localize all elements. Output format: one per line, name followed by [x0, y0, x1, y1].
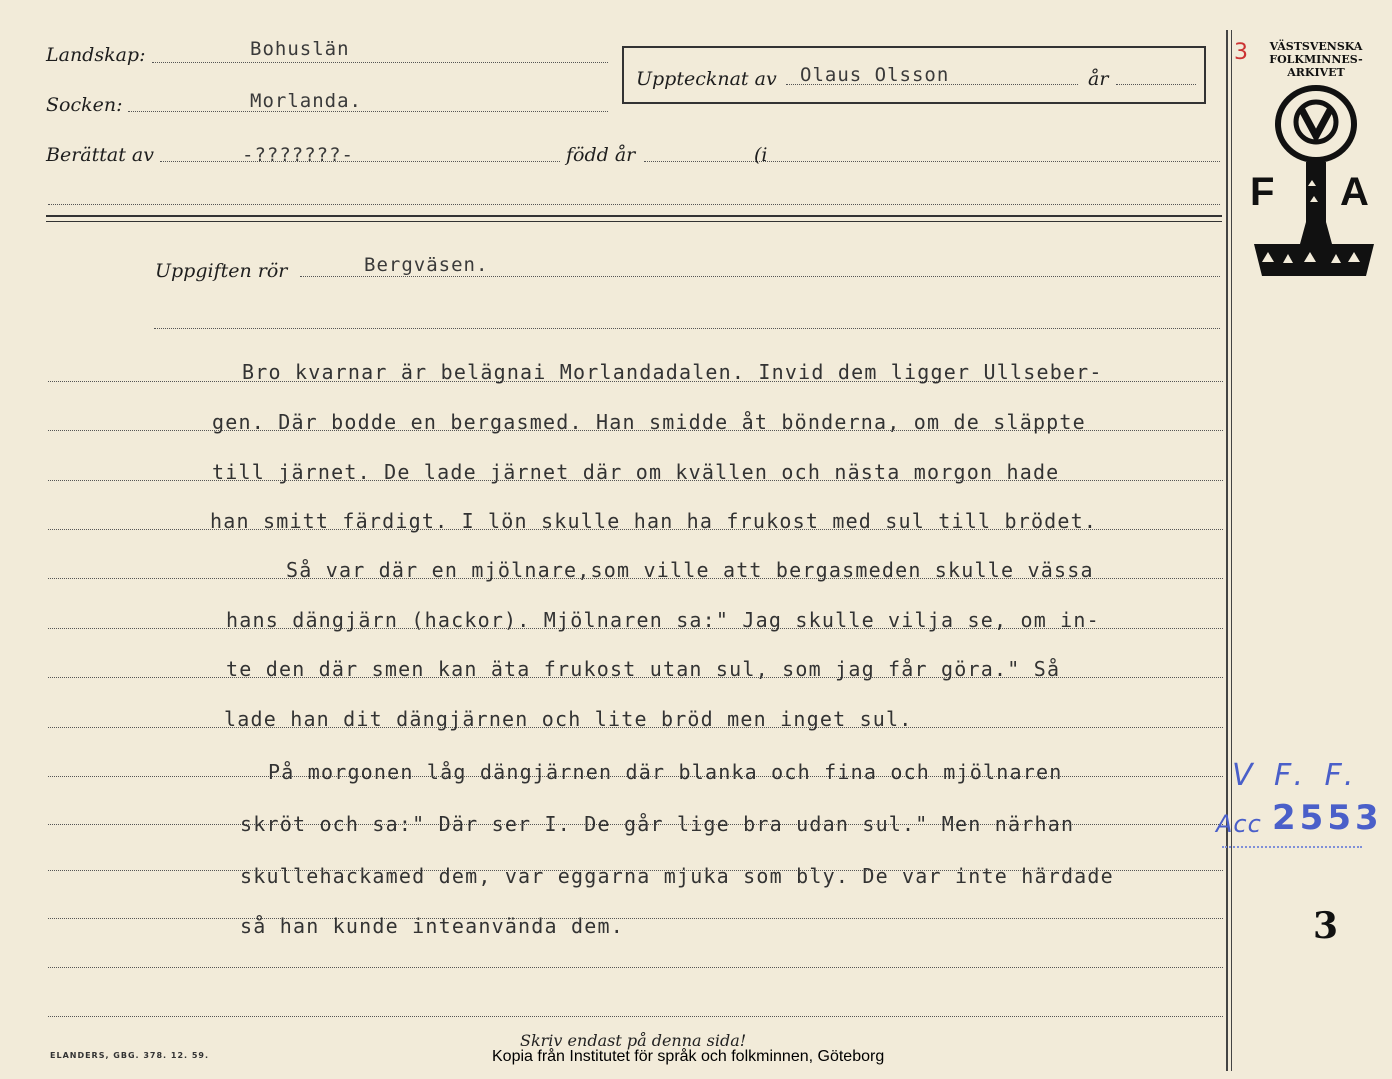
text-line: gen. Där bodde en bergasmed. Han smidde åt bönderna, om de släppte [212, 410, 1086, 434]
upptecknat-value: Olaus Olsson [800, 64, 950, 86]
logo-letter-a: A [1340, 170, 1369, 214]
upptecknat-label: Upptecknat av [636, 68, 777, 90]
stamp-underline [1222, 846, 1362, 848]
berattat-line [160, 161, 560, 162]
archive-name-line3: ARKIVET [1287, 66, 1345, 79]
archive-name-line1: VÄSTSVENSKA [1269, 40, 1363, 53]
header-rule-top [46, 215, 1222, 217]
ruled-line [48, 918, 1223, 919]
landskap-value: Bohuslän [250, 38, 350, 60]
uppgiften-line-2 [154, 328, 1220, 329]
stamp-acc-number: 2553 [1272, 798, 1383, 838]
header-blank-line [48, 204, 1220, 205]
stamp-line1: V F. F. [1232, 758, 1360, 793]
socken-value: Morlanda. [250, 90, 362, 112]
text-line: Så var där en mjölnare,som ville att bergasmeden skulle vässa [286, 558, 1094, 582]
socken-line [128, 111, 608, 112]
text-line: På morgonen låg dängjärnen där blanka och fina och mjölnaren [268, 760, 1063, 784]
text-line: te den där smen kan äta frukost utan sul, som jag får göra." Så [226, 657, 1061, 681]
fodd-value: (i [754, 144, 768, 166]
margin-line-1 [1226, 30, 1228, 1071]
text-line: hans dängjärn (hackor). Mjölnaren sa:" Jag skulle vilja se, om in- [226, 608, 1100, 632]
archive-name-line2: FOLKMINNES- [1269, 53, 1363, 66]
stamp-acc-prefix: Acc [1216, 810, 1262, 838]
text-line: han smitt färdigt. I lön skulle han ha frukost med sul till brödet. [210, 509, 1098, 533]
ruled-line [48, 1016, 1223, 1017]
copy-notice: Kopia från Institutet för språk och folkminnen, Göteborg [492, 1048, 885, 1065]
landskap-label: Landskap: [46, 44, 146, 66]
header-rule-bottom [46, 221, 1222, 222]
text-line: lade han dit dängjärnen och lite bröd men inget sul. [224, 707, 913, 731]
uppgiften-line [300, 276, 1220, 277]
page-number: 3 [1313, 905, 1339, 947]
berattat-value: -???????- [242, 144, 354, 166]
archive-name [1262, 40, 1370, 79]
archive-number: 3 [1234, 40, 1248, 65]
ar-line [1116, 84, 1196, 85]
fodd-label: född år [566, 144, 636, 166]
fodd-line [644, 161, 1220, 162]
landskap-line [152, 62, 608, 63]
socken-label: Socken: [46, 94, 123, 116]
logo-letter-f: F [1250, 170, 1275, 214]
printer-imprint: ELANDERS, GBG. 378. 12. 59. [50, 1051, 210, 1060]
footer-instruction: Skriv endast på denna sida! [520, 1031, 747, 1050]
text-line: så han kunde inteanvända dem. [240, 914, 624, 938]
margin-line-2 [1231, 30, 1232, 1071]
ar-label: år [1088, 68, 1109, 90]
uppgiften-label: Uppgiften rör [155, 260, 288, 282]
text-line: till järnet. De lade järnet där om kvällen och nästa morgon hade [212, 460, 1060, 484]
uppgiften-value: Bergväsen. [364, 254, 489, 276]
text-line: skullehackamed dem, var eggarna mjuka som bly. De var inte härdade [240, 864, 1114, 888]
ruled-line [48, 967, 1223, 968]
text-line: skröt och sa:" Där ser I. De går lige bra udan sul." Men närhan [240, 812, 1075, 836]
berattat-label: Berättat av [46, 144, 154, 166]
text-line: Bro kvarnar är belägnai Morlandadalen. Invid dem ligger Ullseber- [242, 360, 1103, 384]
